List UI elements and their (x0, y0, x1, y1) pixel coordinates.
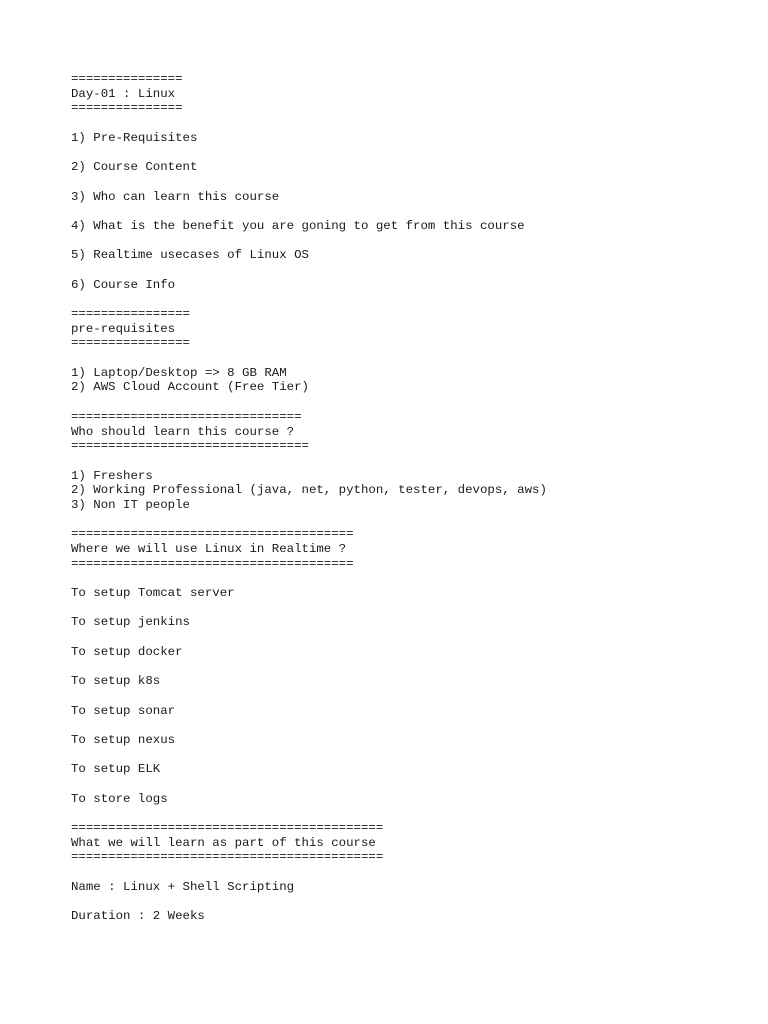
usecase-item: To setup k8s (71, 674, 161, 689)
course-rule-bottom: ========================================== (71, 850, 384, 865)
audience-item: 2) Working Professional (java, net, python, tester, devops, aws) (71, 483, 547, 498)
usecase-item: To setup Tomcat server (71, 586, 235, 601)
audience-item: 1) Freshers (71, 468, 153, 483)
agenda-item: 3) Who can learn this course (71, 189, 280, 204)
prereq-title: pre-requisites (71, 321, 176, 336)
day-header-rule-bottom: =============== (71, 101, 183, 116)
prereq-rule-top: ================ (71, 307, 190, 321)
agenda-item: 5) Realtime usecases of Linux OS (71, 248, 309, 263)
course-rule-top: ========================================== (71, 821, 384, 836)
agenda-item: 6) Course Info (71, 277, 176, 292)
day-header-rule-top: =============== (71, 72, 183, 86)
usecases-rule-bottom: ====================================== (71, 556, 354, 571)
usecase-item: To setup ELK (71, 762, 161, 777)
audience-rule-top: =============================== (71, 409, 302, 424)
audience-item: 3) Non IT people (71, 497, 190, 512)
agenda-item: 2) Course Content (71, 160, 198, 175)
prereq-rule-bottom: ================ (71, 336, 190, 351)
course-title: What we will learn as part of this course (71, 835, 376, 850)
day-header-title: Day-01 : Linux (71, 86, 176, 101)
usecase-item: To setup docker (71, 644, 183, 659)
agenda-item: 4) What is the benefit you are goning to get from this course (71, 218, 525, 233)
course-duration: Duration : 2 Weeks (71, 909, 205, 924)
prereq-item: 1) Laptop/Desktop => 8 GB RAM (71, 365, 287, 380)
agenda-item: 1) Pre-Requisites (71, 130, 198, 145)
course-name: Name : Linux + Shell Scripting (71, 879, 295, 894)
audience-rule-bottom: ================================ (71, 439, 309, 454)
usecases-title: Where we will use Linux in Realtime ? (71, 542, 347, 556)
prereq-item: 2) AWS Cloud Account (Free Tier) (71, 380, 309, 395)
usecase-item: To setup sonar (71, 703, 176, 718)
audience-title: Who should learn this course ? (71, 424, 295, 439)
usecases-rule-top: ====================================== (71, 527, 354, 542)
usecase-item: To setup jenkins (71, 615, 190, 630)
document-body (71, 72, 751, 924)
usecase-item: To store logs (71, 791, 168, 806)
usecase-item: To setup nexus (71, 732, 176, 747)
